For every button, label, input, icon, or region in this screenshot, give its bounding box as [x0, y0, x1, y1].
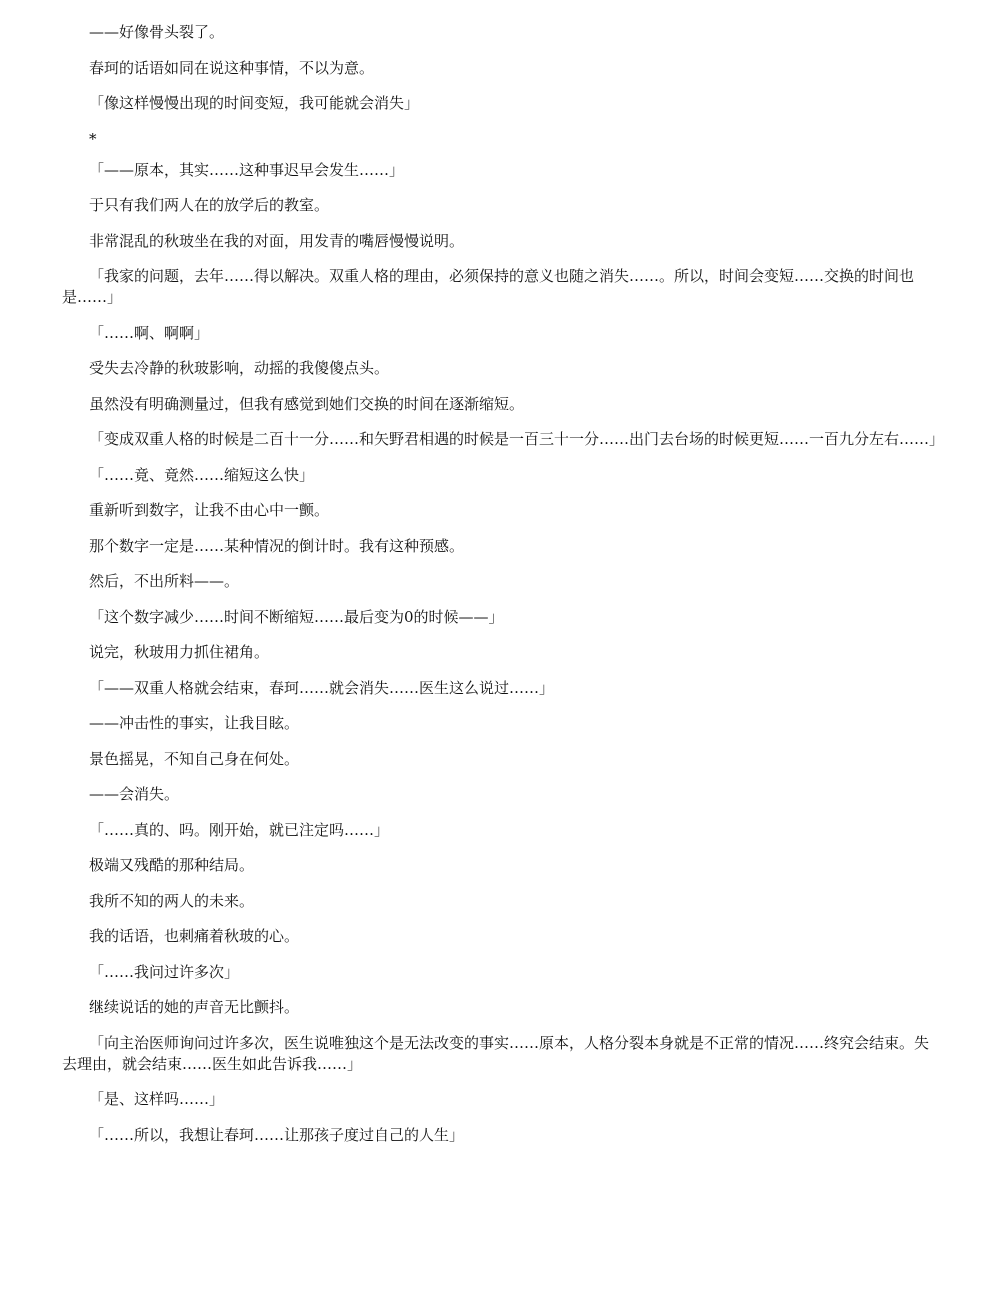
paragraph: 极端又残酷的那种结局。	[89, 856, 255, 874]
paragraph: 继续说话的她的声音无比颤抖。	[89, 998, 300, 1016]
paragraph: 「像这样慢慢出现的时间变短，我可能就会消失」	[89, 94, 420, 112]
paragraph: 我的话语，也刺痛着秋玻的心。	[89, 927, 300, 945]
paragraph: 「……啊、啊啊」	[89, 323, 210, 342]
paragraph: 「……所以，我想让春珂……让那孩子度过自己的人生」	[89, 1125, 465, 1144]
paragraph: 说完，秋玻用力抓住裙角。	[89, 643, 270, 661]
document-page	[62, 22, 945, 1160]
paragraph: 「变成双重人格的时候是二百十一分……和矢野君相遇的时候是一百三十一分……出门去台场的时候更短……一百九分左右……」	[89, 430, 945, 448]
paragraph: 非常混乱的秋玻坐在我的对面，用发青的嘴唇慢慢说明。	[89, 231, 465, 250]
paragraph: 「我家的问题，去年……得以解决。双重人格的理由，必须保持的意义也随之消失……。所以，时间会变短……交换的时间也是……」	[62, 267, 915, 306]
paragraph: 然后，不出所料——。	[89, 572, 240, 590]
paragraph: ——会消失。	[89, 785, 180, 803]
paragraph: 受失去冷静的秋玻影响，动摇的我傻傻点头。	[89, 359, 390, 377]
paragraph: ——冲击性的事实，让我目眩。	[89, 714, 300, 732]
paragraph: 「——原本，其实……这种事迟早会发生……」	[89, 160, 405, 179]
paragraph: 「这个数字减少……时间不断缩短……最后变为0的时候——」	[89, 607, 504, 626]
paragraph: 那个数字一定是……某种情况的倒计时。我有这种预感。	[89, 536, 465, 555]
paragraph: 春珂的话语如同在说这种事情，不以为意。	[89, 58, 375, 77]
paragraph: 「是、这样吗……」	[89, 1090, 225, 1108]
paragraph: 「……真的、吗。刚开始，就已注定吗……」	[89, 820, 390, 839]
section-separator: *	[89, 129, 97, 148]
paragraph: 「……我问过许多次」	[89, 962, 240, 981]
paragraph: 「……竟、竟然……缩短这么快」	[89, 465, 315, 484]
paragraph: ——好像骨头裂了。	[89, 23, 225, 41]
paragraph: 于只有我们两人在的放学后的教室。	[89, 196, 330, 214]
paragraph: 我所不知的两人的未来。	[89, 891, 255, 910]
paragraph: 重新听到数字，让我不由心中一颤。	[89, 501, 330, 519]
paragraph: 「向主治医师询问过许多次，医生说唯独这个是无法改变的事实……原本，人格分裂本身就是不正常的情况……终究会结束。失去理由，就会结束……医生如此告诉我……」	[62, 1033, 930, 1073]
paragraph: 虽然没有明确测量过，但我有感觉到她们交换的时间在逐渐缩短。	[89, 394, 525, 413]
paragraph: 「——双重人格就会结束，春珂……就会消失……医生这么说过……」	[89, 678, 555, 697]
paragraph: 景色摇晃，不知自己身在何处。	[89, 749, 300, 768]
